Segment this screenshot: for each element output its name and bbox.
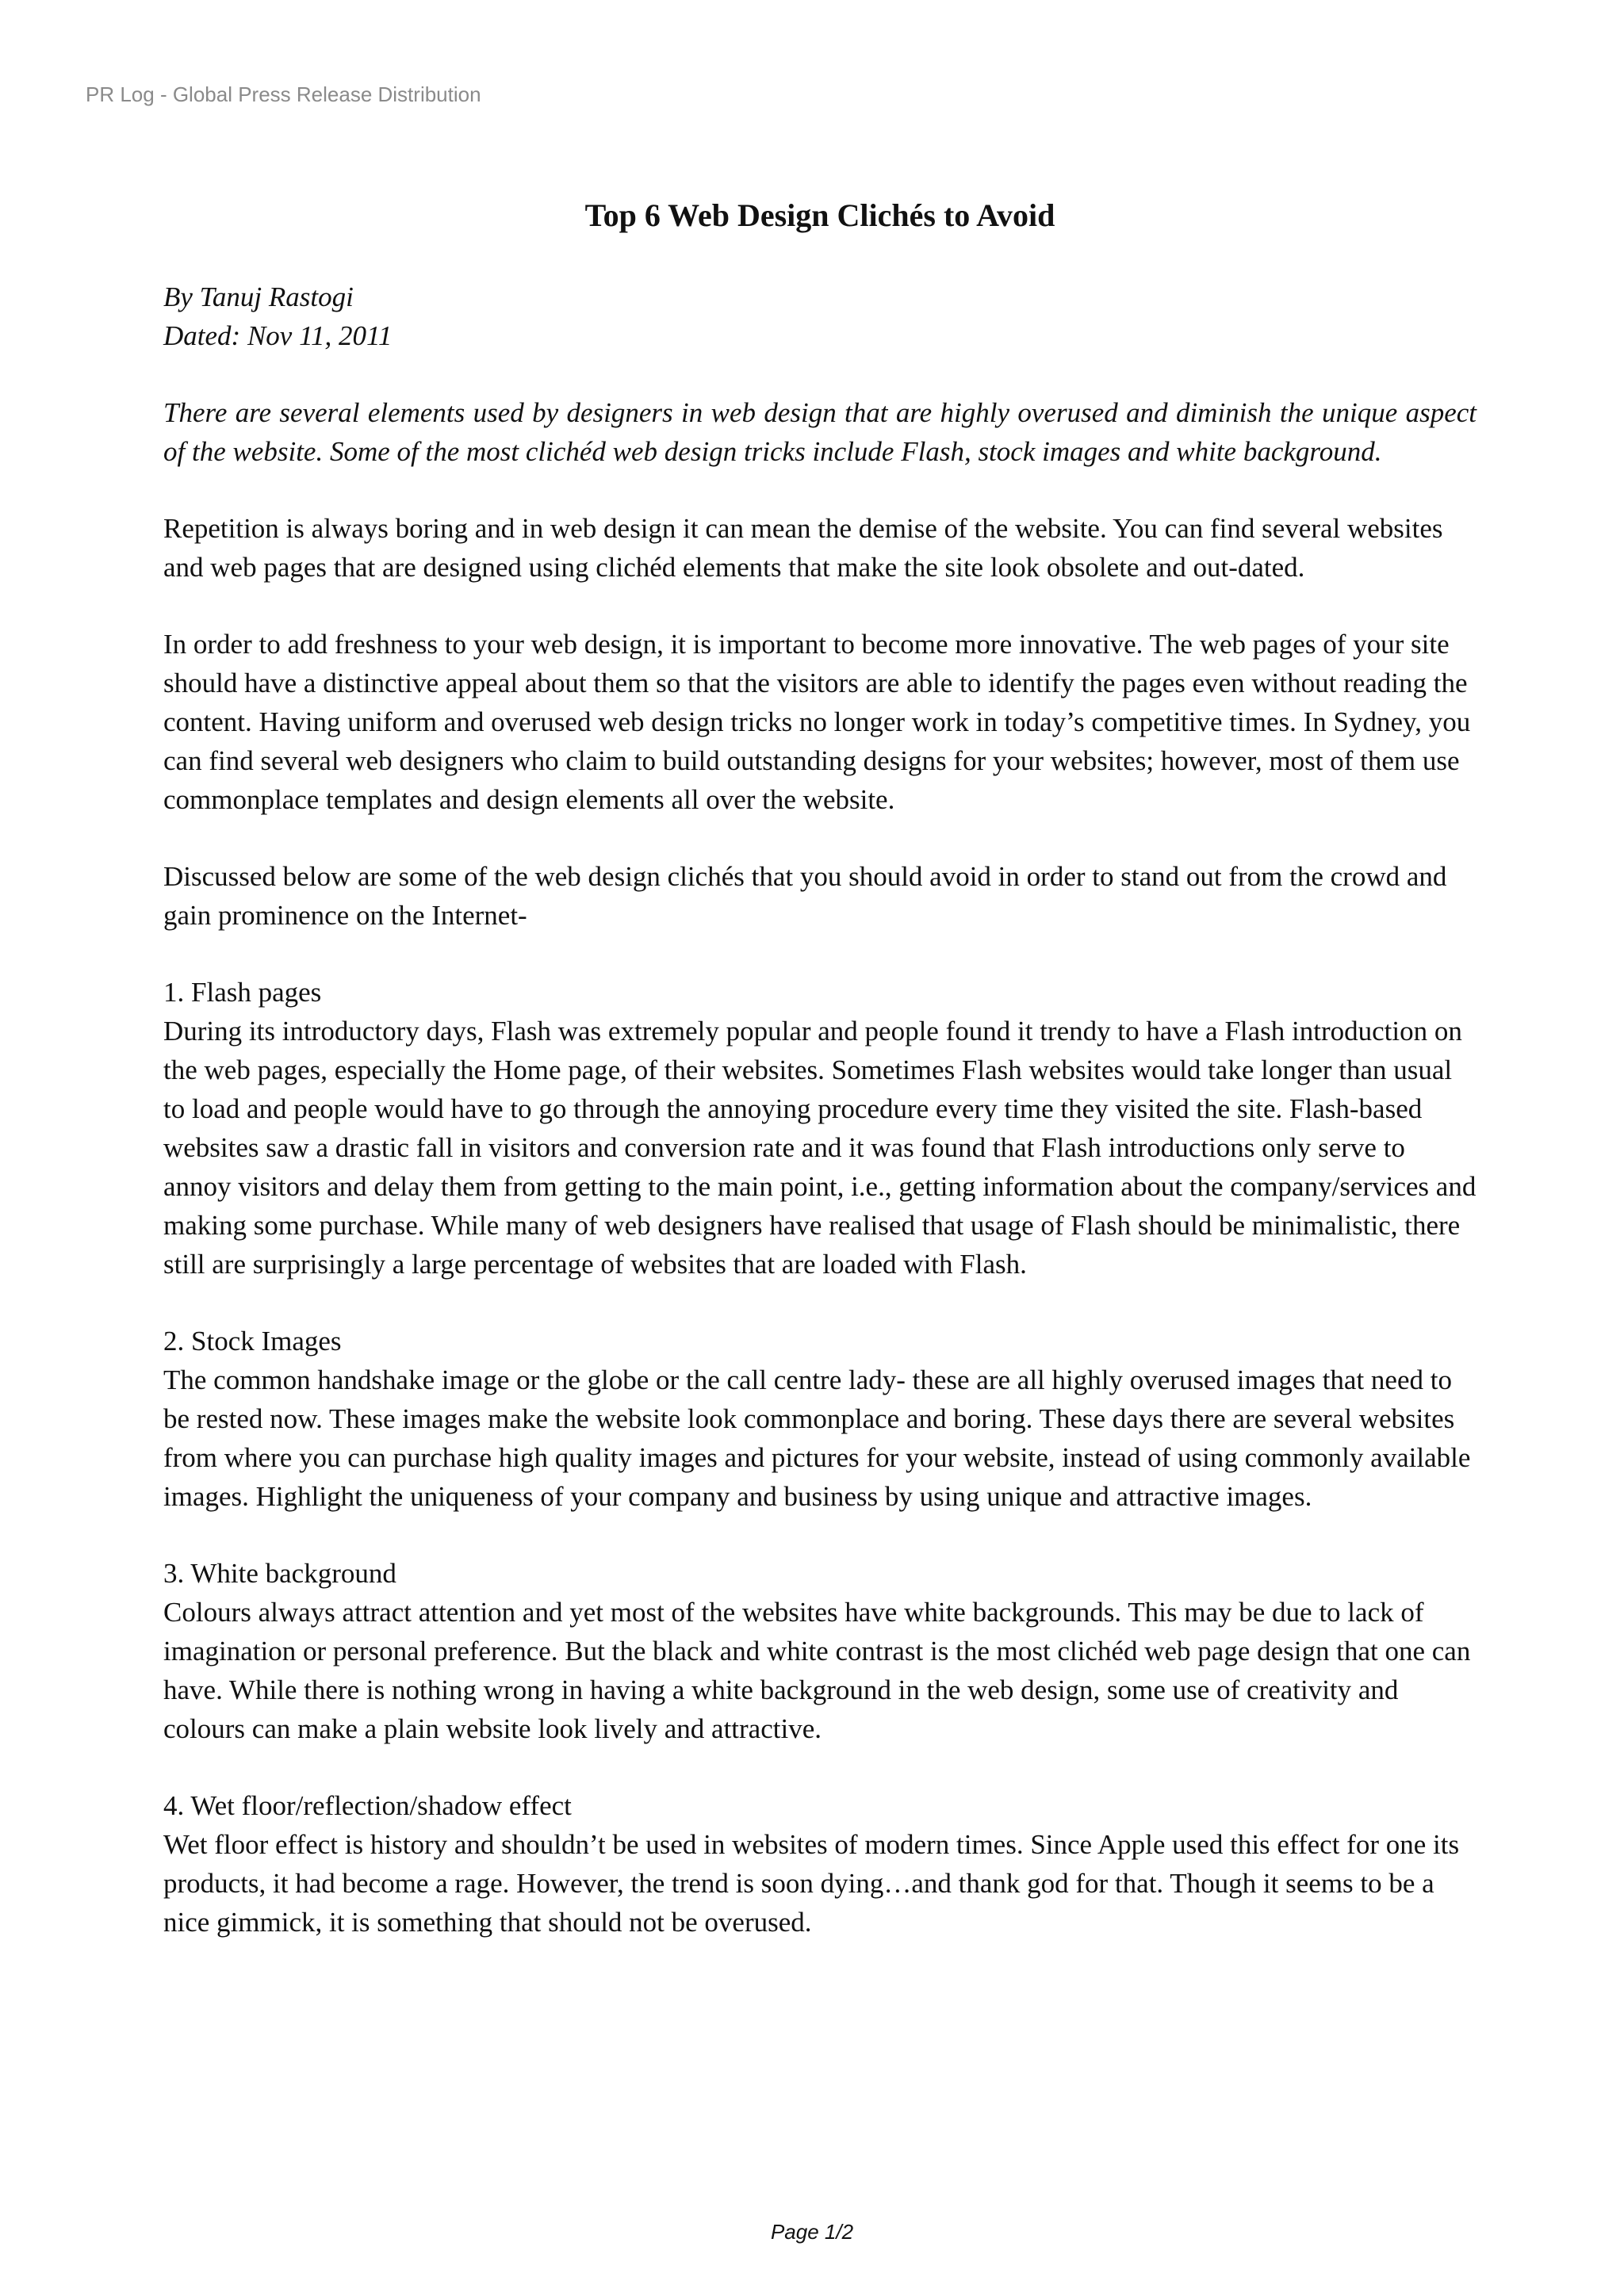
- article-title: Top 6 Web Design Clichés to Avoid: [584, 197, 1055, 233]
- section-flash-pages: [163, 973, 1477, 1284]
- article-date: Dated: Nov 11, 2011: [163, 320, 393, 351]
- page-number: Page 1/2: [770, 2220, 854, 2244]
- section-heading: 3. White background: [163, 1558, 396, 1589]
- section-stock-images: [163, 1322, 1477, 1516]
- paragraph-freshness: In order to add freshness to your web design, it is important to become more innovative. The web pages of your site should have a distinctive appeal about them so that the visitors are able to identify the pages even without reading the content. Having uniform and overused web design tricks no longer work in today’s competitive times. In Sydney, you can find several web designers who claim to build outstanding designs for your websites; however, most of them use commonplace templates and design elements all over the website.: [163, 629, 1471, 815]
- section-heading: 4. Wet floor/reflection/shadow effect: [163, 1790, 572, 1821]
- paragraph-repetition: Repetition is always boring and in web design it can mean the demise of the website. You can find several websites and web pages that are designed using clichéd elements that make the site look obsolete and out-dated.: [163, 513, 1443, 583]
- section-body: Wet floor effect is history and shouldn’t be used in websites of modern times. Since Apple used this effect for one its products, it had become a rage. However, the trend is soon dying…and thank god for that. Though it seems to be a nice gimmick, it is something that should not be overused.: [163, 1829, 1460, 1938]
- section-body: Colours always attract attention and yet most of the websites have white backgrounds. This may be due to lack of imagination or personal preference. But the black and white contrast is the most clichéd web page design that one can have. While there is nothing wrong in having a white background in the web design, some use of creativity and colours can make a plain website look lively and attractive.: [163, 1597, 1471, 1744]
- publisher-header: PR Log - Global Press Release Distribution: [86, 82, 481, 106]
- article-byline: By Tanuj Rastogi: [163, 281, 354, 312]
- article-summary: There are several elements used by designers in web design that are highly overused and diminish the unique aspect of the website. Some of the most clichéd web design tricks include Flash, stock images and white background.: [163, 397, 1477, 467]
- section-body: The common handshake image or the globe or the call centre lady- these are all highly overused images that need to be rested now. These images make the website look commonplace and boring. These days there are several websites from where you can purchase high quality images and pictures for your website, instead of using commonly available images. Highlight the uniqueness of your company and business by using unique and attractive images.: [163, 1364, 1471, 1512]
- paragraph-discussed-below: Discussed below are some of the web design clichés that you should avoid in order to stand out from the crowd and gain prominence on the Internet-: [163, 861, 1447, 931]
- article-body: [163, 195, 1477, 1942]
- section-heading: 2. Stock Images: [163, 1326, 342, 1357]
- section-wet-floor-effect: [163, 1786, 1477, 1942]
- section-body: During its introductory days, Flash was extremely popular and people found it trendy to have a Flash introduction on the web pages, especially the Home page, of their websites. Sometimes Flash websites would take longer than usual to load and people would have to go through the annoying procedure every time they visited the site. Flash-based websites saw a drastic fall in visitors and conversion rate and it was found that Flash introductions only serve to annoy visitors and delay them from getting to the main point, i.e., getting information about the company/services and making some purchase. While many of web designers have realised that usage of Flash should be minimalistic, there still are surprisingly a large percentage of websites that are loaded with Flash.: [163, 1016, 1477, 1280]
- section-white-background: [163, 1554, 1477, 1748]
- section-heading: 1. Flash pages: [163, 977, 322, 1008]
